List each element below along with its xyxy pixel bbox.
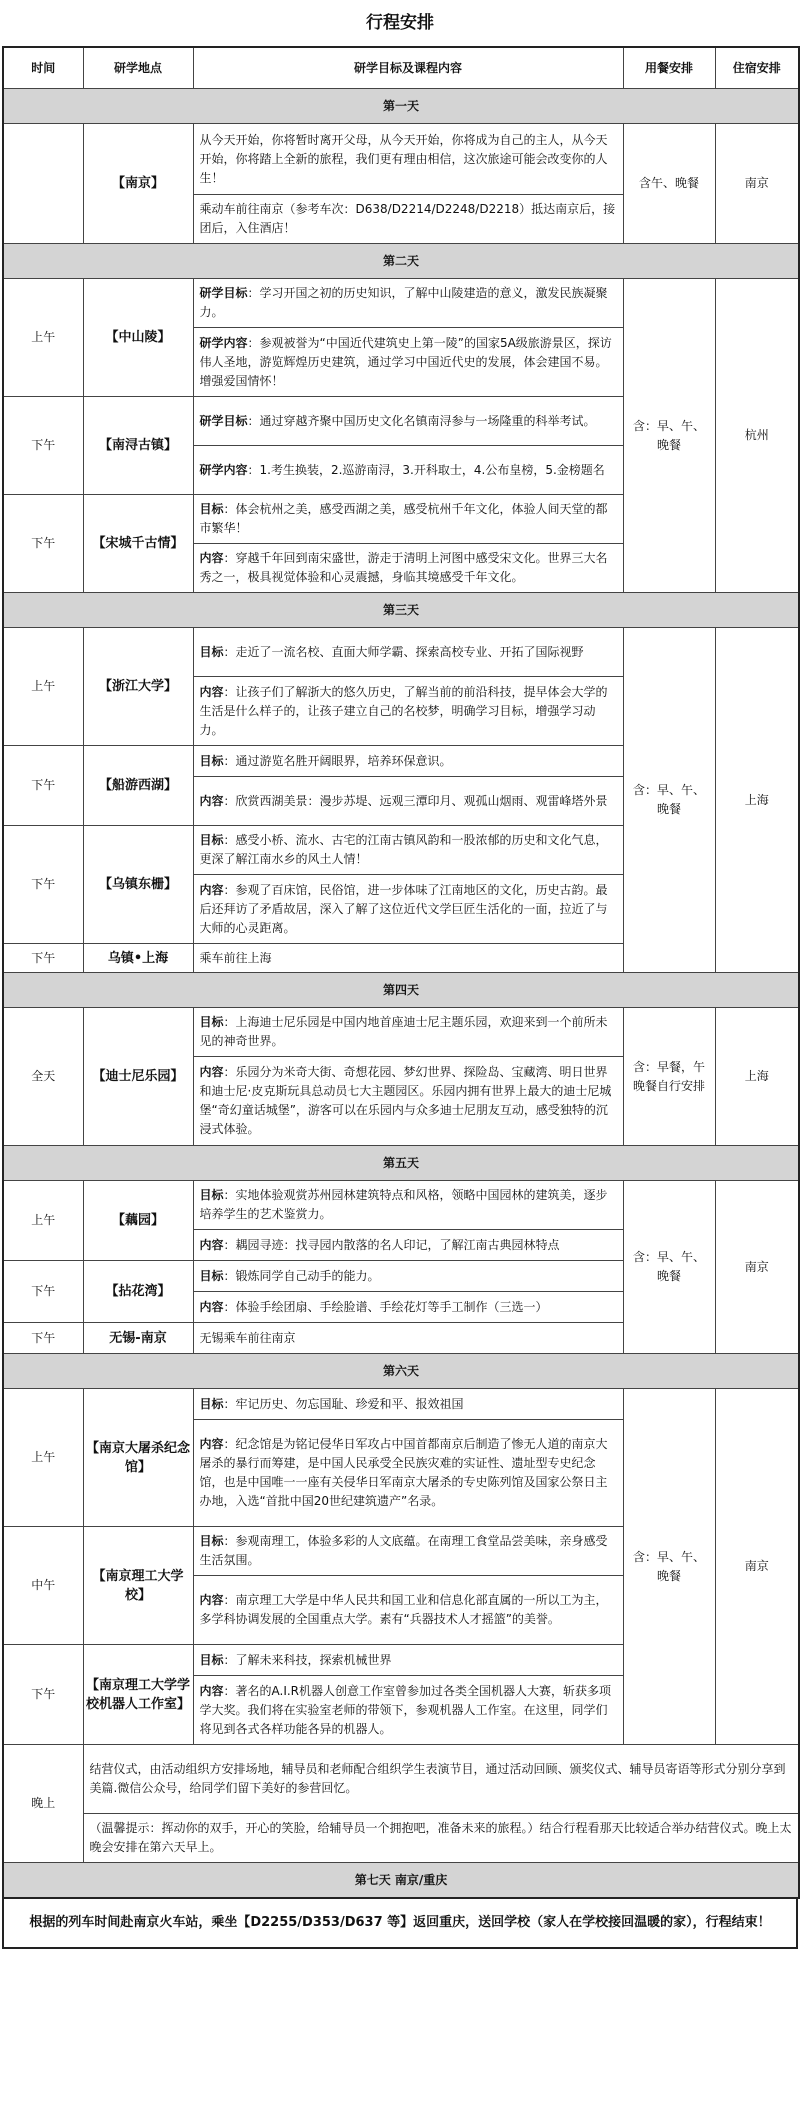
content-cell (193, 446, 623, 495)
table-row (3, 628, 799, 677)
header-time: 时间 (3, 47, 83, 89)
time-cell: 全天 (3, 1008, 83, 1146)
itinerary-table (2, 46, 800, 1899)
place-cell: 乌镇•上海 (83, 944, 193, 973)
time-cell: 上午 (3, 628, 83, 746)
place-cell: 【南浔古镇】 (83, 397, 193, 495)
meals-cell: 含：早、午、晚餐 (623, 279, 715, 593)
place-cell: 【乌镇东栅】 (83, 826, 193, 944)
meals-cell: 含：早、午、晚餐 (623, 628, 715, 973)
content-label: 内容 (199, 882, 224, 897)
meals-cell: 含：早、午、晚餐 (623, 1181, 715, 1354)
day-2-header (3, 244, 799, 279)
content-text: ：让孩子们了解浙大的悠久历史，了解当前的前沿科技，提早体会大学的生活是什么样子的，让孩子建立自己的名校梦，明确学习目标，增强学习动力。 (199, 684, 608, 737)
goal-label: 研学目标 (199, 413, 248, 428)
goal-cell (193, 826, 623, 875)
content-text: ：耦园寻迹：找寻园内散落的名人印记，了解江南古典园林特点 (223, 1237, 560, 1252)
goal-label: 目标 (199, 1534, 224, 1548)
goal-label: 目标 (199, 1015, 224, 1029)
goal-text: ：实地体验观赏苏州园林建筑特点和风格，领略中国园林的建筑美，逐步培养学生的艺术鉴赏力。 (199, 1188, 608, 1221)
day-6-header (3, 1354, 799, 1389)
day-3-header (3, 593, 799, 628)
place-cell: 【南京理工大学校】 (83, 1527, 193, 1645)
note-cell: （温馨提示：挥动你的双手，开心的笑脸，给辅导员一个拥抱吧，准备未来的旅程。）结合行程看那天比较适合举办结营仪式。晚上太晚会安排在第六天早上。 (83, 1814, 799, 1863)
content-text: ：1.考生换装，2.巡游南浔，3.开科取士，4.公布皇榜，5.金榜题名 (247, 462, 605, 477)
content-label: 内容 (199, 1683, 224, 1698)
content-cell (193, 544, 623, 593)
place-cell: 【南京】 (83, 124, 193, 244)
goal-text: ：锻炼同学自己动手的能力。 (223, 1268, 380, 1283)
lodging-cell: 杭州 (715, 279, 799, 593)
content-text: ：南京理工大学是中华人民共和国工业和信息化部直属的一所以工为主，多学科协调发展的全国重点大学。素有“兵器技术人才摇篮”的美誉。 (199, 1593, 608, 1626)
meals-cell: 含：早餐，午晚餐自行安排 (623, 1008, 715, 1146)
goal-text: ：走近了一流名校、直面大师学霸、探索高校专业、开拓了国际视野 (223, 644, 584, 659)
time-cell: 中午 (3, 1527, 83, 1645)
content-cell: 无锡乘车前往南京 (193, 1323, 623, 1354)
content-label: 研学内容 (199, 462, 248, 477)
page-title: 行程安排 (366, 13, 434, 33)
header-content: 研学目标及课程内容 (193, 47, 623, 89)
goal-cell (193, 1008, 623, 1057)
goal-cell (193, 1527, 623, 1576)
day-label: 第七天 南京/重庆 (3, 1863, 799, 1899)
lodging-cell: 南京 (715, 1181, 799, 1354)
goal-label: 目标 (199, 1652, 224, 1667)
lodging-cell: 上海 (715, 628, 799, 973)
content-cell (193, 1292, 623, 1323)
footer-note: 根据的列车时间赴南京火车站，乘坐【D2255/D353/D637 等】返回重庆，送回学校（家人在学校接回温暖的家），行程结束！ (2, 1899, 798, 1949)
content-label: 内容 (199, 551, 224, 565)
content-text: ：乐园分为米奇大街、奇想花园、梦幻世界、探险岛、宝藏湾、明日世界和迪士尼·皮克斯玩具总动员七大主题园区。乐园内拥有世界上最大的迪士尼城堡“奇幻童话城堡”，游客可以在乐园内与众多迪士尼朋友互动，感受独特的沉浸式体验。 (199, 1065, 612, 1136)
day-4-header (3, 973, 799, 1008)
place-cell: 【宋城千古情】 (83, 495, 193, 593)
goal-cell (193, 397, 623, 446)
content-cell (193, 677, 623, 746)
time-cell (3, 124, 83, 244)
content-cell (193, 1676, 623, 1745)
place-cell: 【南京大屠杀纪念馆】 (83, 1389, 193, 1527)
table-row (3, 124, 799, 195)
day-label: 第六天 (3, 1354, 799, 1389)
day-1-header (3, 89, 799, 124)
goal-label: 目标 (199, 644, 224, 659)
goal-label: 目标 (199, 502, 224, 516)
day-label: 第三天 (3, 593, 799, 628)
content-label: 内容 (199, 1593, 224, 1607)
content-cell: 乘动车前往南京（参考车次：D638/D2214/D2248/D2218）抵达南京后，接团后，入住酒店！ (193, 195, 623, 244)
content-cell (193, 875, 623, 944)
table-row (3, 1745, 799, 1814)
day-5-header (3, 1146, 799, 1181)
goal-text: ：学习开国之初的历史知识，了解中山陵建造的意义，激发民族凝聚力。 (199, 286, 608, 319)
table-row (3, 1181, 799, 1230)
header-meals: 用餐安排 (623, 47, 715, 89)
time-cell: 下午 (3, 944, 83, 973)
content-label: 内容 (199, 1237, 224, 1252)
content-text: ：穿越千年回到南宋盛世，游走于清明上河图中感受宋文化。世界三大名秀之一，极具视觉体验和心灵震撼，身临其境感受千年文化。 (199, 551, 608, 584)
content-text: ：参观了百床馆，民俗馆，进一步体味了江南地区的文化，历史古韵。最后还拜访了矛盾故居，深入了解了这位近代文学巨匠生活化的一面，拉近了与大师的心灵距离。 (199, 882, 608, 935)
lodging-cell: 南京 (715, 1389, 799, 1745)
content-cell (193, 1420, 623, 1527)
content-cell: 结营仪式，由活动组织方安排场地，辅导员和老师配合组织学生表演节目，通过活动回顾、颁奖仪式、辅导员寄语等形式分别分享到美篇.微信公众号，给同学们留下美好的参营回忆。 (83, 1745, 799, 1814)
place-cell: 【浙江大学】 (83, 628, 193, 746)
header-row (3, 47, 799, 89)
content-cell: 从今天开始，你将暂时离开父母，从今天开始，你将成为自己的主人，从今天开始，你将踏上全新的旅程，我们更有理由相信，这次旅途可能会改变你的人生！ (193, 124, 623, 195)
goal-cell (193, 1645, 623, 1676)
content-cell: 乘车前往上海 (193, 944, 623, 973)
header-place: 研学地点 (83, 47, 193, 89)
goal-cell (193, 1261, 623, 1292)
time-cell: 上午 (3, 1181, 83, 1261)
goal-text: ：体会杭州之美，感受西湖之美，感受杭州千年文化，体验人间天堂的都市繁华！ (199, 502, 608, 535)
lodging-cell: 南京 (715, 124, 799, 244)
place-cell: 【中山陵】 (83, 279, 193, 397)
content-label: 内容 (199, 793, 224, 808)
meals-cell: 含午、晚餐 (623, 124, 715, 244)
time-cell: 下午 (3, 826, 83, 944)
goal-label: 研学目标 (199, 286, 248, 300)
content-label: 内容 (199, 684, 224, 699)
goal-text: ：通过游览名胜开阔眼界，培养环保意识。 (223, 753, 452, 768)
day-label: 第五天 (3, 1146, 799, 1181)
place-cell: 无锡-南京 (83, 1323, 193, 1354)
place-cell: 【船游西湖】 (83, 746, 193, 826)
goal-label: 目标 (199, 833, 224, 847)
goal-label: 目标 (199, 1268, 224, 1283)
content-text: ：纪念馆是为铭记侵华日军攻占中国首都南京后制造了惨无人道的南京大屠杀的暴行而筹建，是中国人民承受全民族灾难的实证性、遗址型专史纪念馆，也是中国唯一一座有关侵华日军南京大屠杀的专史陈列馆及国家公祭日主办地，入选“首批中国20世纪建筑遗产”名录。 (199, 1437, 608, 1508)
goal-text: ：参观南理工，体验多彩的人文底蕴。在南理工食堂品尝美味，亲身感受生活氛围。 (199, 1534, 608, 1567)
lodging-cell: 上海 (715, 1008, 799, 1146)
goal-cell (193, 279, 623, 328)
content-text: ：著名的A.I.R机器人创意工作室曾参加过各类全国机器人大赛，斩获多项学大奖。我们将在实验室老师的带领下，参观机器人工作室。在这里，同学们将见到各式各样功能各异的机器人。 (199, 1683, 612, 1736)
content-cell (193, 1230, 623, 1261)
goal-text: ：上海迪士尼乐园是中国内地首座迪士尼主题乐园，欢迎来到一个前所未见的神奇世界。 (199, 1015, 608, 1048)
day-label: 第一天 (3, 89, 799, 124)
place-cell: 【拈花湾】 (83, 1261, 193, 1323)
table-row (3, 1389, 799, 1420)
day-label: 第二天 (3, 244, 799, 279)
day-7-header (3, 1863, 799, 1899)
content-label: 研学内容 (199, 335, 248, 350)
content-text: ：参观被誉为“中国近代建筑史上第一陵”的国家5A级旅游景区，探访伟人圣地，游览辉煌历史建筑，通过学习中国近代史的发展，体会建国不易。增强爱国情怀！ (199, 335, 612, 388)
goal-label: 目标 (199, 753, 224, 768)
table-row (3, 279, 799, 328)
place-cell: 【南京理工大学学校机器人工作室】 (83, 1645, 193, 1745)
time-cell: 下午 (3, 495, 83, 593)
table-row (3, 1814, 799, 1863)
goal-label: 目标 (199, 1396, 224, 1411)
time-cell: 下午 (3, 746, 83, 826)
meals-cell: 含：早、午、晚餐 (623, 1389, 715, 1745)
time-cell: 下午 (3, 1645, 83, 1745)
content-cell (193, 328, 623, 397)
goal-text: ：牢记历史、勿忘国耻、珍爱和平、报效祖国 (223, 1396, 464, 1411)
time-cell: 晚上 (3, 1745, 83, 1863)
time-cell: 下午 (3, 1323, 83, 1354)
content-text: ：体验手绘团扇、手绘脸谱、手绘花灯等手工制作（三选一） (223, 1299, 548, 1314)
goal-cell (193, 1181, 623, 1230)
content-label: 内容 (199, 1065, 224, 1079)
header-lodging: 住宿安排 (715, 47, 799, 89)
goal-cell (193, 746, 623, 777)
content-cell (193, 777, 623, 826)
table-row (3, 1008, 799, 1057)
content-label: 内容 (199, 1437, 224, 1451)
time-cell: 上午 (3, 279, 83, 397)
place-cell: 【迪士尼乐园】 (83, 1008, 193, 1146)
time-cell: 下午 (3, 397, 83, 495)
goal-label: 目标 (199, 1188, 224, 1202)
goal-cell (193, 495, 623, 544)
goal-text: ：了解未来科技，探索机械世界 (223, 1652, 392, 1667)
content-text: ：欣赏西湖美景：漫步苏堤、远观三潭印月、观孤山烟雨、观雷峰塔外景 (223, 793, 608, 808)
goal-cell (193, 1389, 623, 1420)
goal-text: ：感受小桥、流水、古宅的江南古镇风韵和一股浓郁的历史和文化气息，更深了解江南水乡的风土人情！ (199, 833, 608, 866)
time-cell: 上午 (3, 1389, 83, 1527)
content-cell (193, 1576, 623, 1645)
time-cell: 下午 (3, 1261, 83, 1323)
place-cell: 【藕园】 (83, 1181, 193, 1261)
goal-cell (193, 628, 623, 677)
content-cell (193, 1057, 623, 1146)
itinerary-sheet (2, 0, 798, 1949)
content-label: 内容 (199, 1299, 224, 1314)
day-label: 第四天 (3, 973, 799, 1008)
goal-text: ：通过穿越齐聚中国历史文化名镇南浔参与一场隆重的科举考试。 (247, 413, 596, 428)
